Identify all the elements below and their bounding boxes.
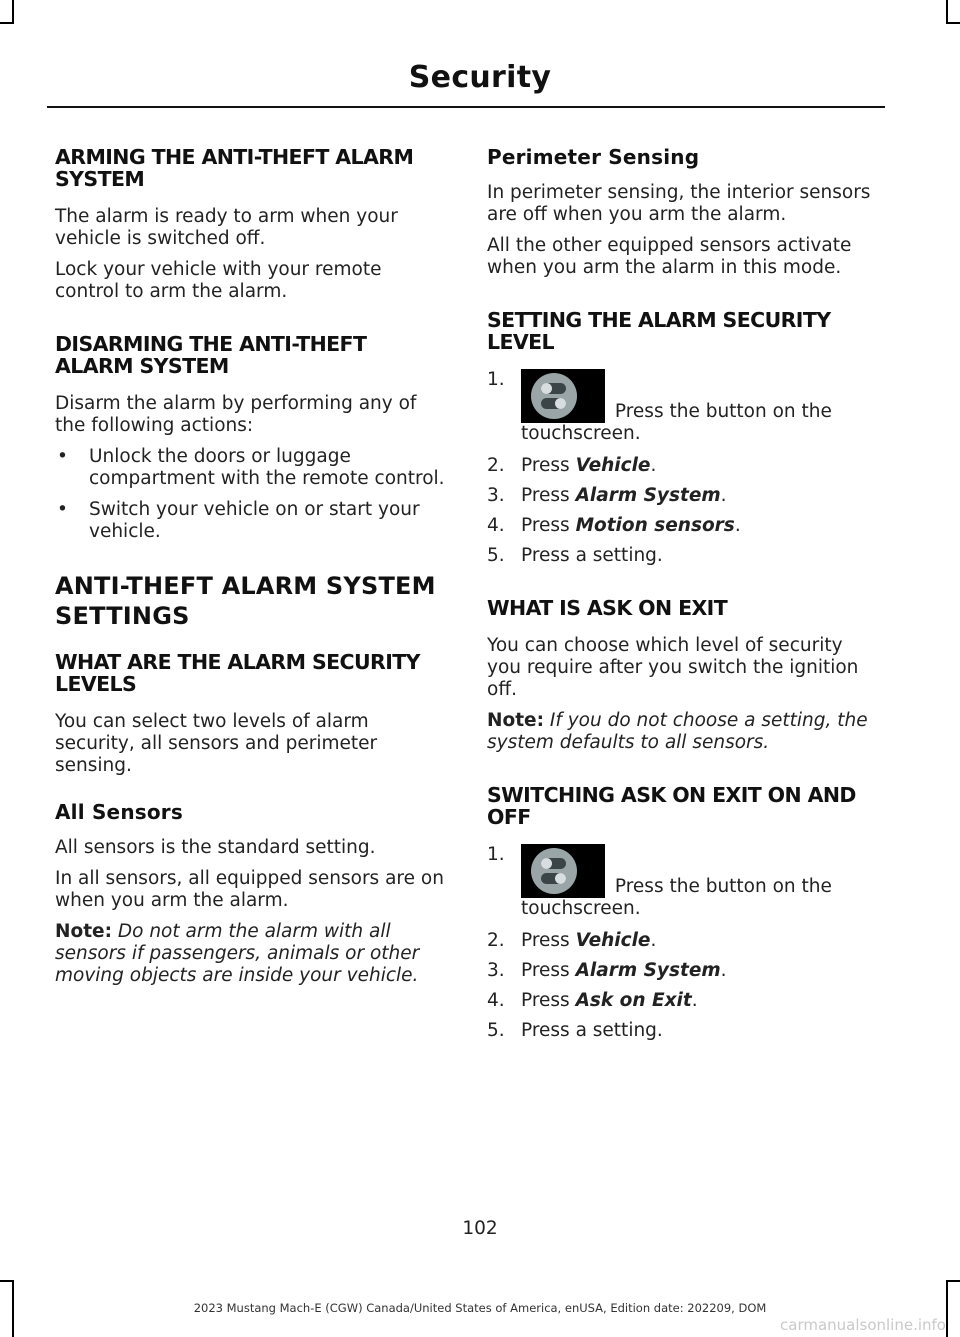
section-heading-switching: SWITCHING ASK ON EXIT ON AND OFF: [487, 783, 856, 829]
note-text: If you do not choose a setting, the system defaults to all sensors.: [487, 710, 868, 753]
crop-mark: [0, 1280, 14, 1282]
bullet-icon: •: [57, 499, 68, 520]
step-text: Press the button on the touchscreen.: [521, 401, 832, 444]
list-item: [487, 369, 882, 445]
crop-mark: [946, 0, 948, 22]
list-item-text: Unlock the doors or luggage compartment with the remote control.: [89, 446, 445, 489]
step-number: 2.: [487, 930, 505, 951]
steps-list: [487, 369, 882, 567]
step-emphasis: Vehicle: [575, 455, 651, 476]
list-item: [487, 844, 882, 920]
step-text: Press a setting.: [521, 545, 663, 566]
steps-list: [487, 844, 882, 1042]
paragraph: All sensors is the standard setting.: [55, 837, 376, 858]
section-heading-ask-on-exit: WHAT IS ASK ON EXIT: [487, 596, 728, 620]
settings-toggle-icon: [521, 369, 605, 423]
note-label: Note:: [55, 921, 112, 942]
step-punct: .: [734, 515, 741, 536]
step-punct: .: [650, 930, 657, 951]
list-item: [487, 930, 882, 952]
step-text: Press: [521, 990, 570, 1011]
header-divider: [47, 106, 885, 108]
step-number: 5.: [487, 1020, 505, 1041]
paragraph: The alarm is ready to arm when your vehicle is switched off.: [55, 206, 398, 249]
chapter-heading-line: SETTINGS: [55, 602, 190, 630]
step-number: 1.: [487, 369, 505, 390]
bullet-list: [55, 446, 450, 543]
step-emphasis: Alarm System: [575, 485, 721, 506]
note-text: Do not arm the alarm with all sensors if passengers, animals or other moving objects are inside your vehicle.: [55, 921, 420, 986]
list-item: [55, 446, 450, 490]
step-punct: .: [720, 485, 727, 506]
step-text: Press: [521, 515, 570, 536]
step-emphasis: Vehicle: [575, 930, 651, 951]
list-item: [487, 990, 882, 1012]
section-heading-arming: ARMING THE ANTI-THEFT ALARM SYSTEM: [55, 145, 414, 191]
subheading-perimeter: Perimeter Sensing: [487, 145, 700, 169]
bullet-icon: •: [57, 446, 68, 467]
step-emphasis: Ask on Exit: [575, 990, 692, 1011]
note: [55, 921, 450, 987]
step-text: Press: [521, 455, 570, 476]
page-title: Security: [408, 60, 552, 95]
step-number: 2.: [487, 455, 505, 476]
chapter-heading-line: ANTI-THEFT ALARM SYSTEM: [55, 572, 436, 600]
section-heading-disarming: DISARMING THE ANTI-THEFT ALARM SYSTEM: [55, 332, 367, 378]
paragraph: Disarm the alarm by performing any of the following actions:: [55, 393, 417, 436]
footer-edition: 2023 Mustang Mach-E (CGW) Canada/United States of America, enUSA, Edition date: 202209, DOM: [193, 1301, 767, 1315]
step-number: 5.: [487, 545, 505, 566]
list-item: [487, 545, 882, 567]
watermark: carmanualsonline.info: [780, 1316, 946, 1334]
page-number: 102: [462, 1218, 498, 1239]
list-item: [55, 499, 450, 543]
settings-toggle-icon: [521, 844, 605, 898]
step-punct: .: [691, 990, 698, 1011]
left-column: [55, 146, 450, 996]
note: [487, 710, 882, 754]
step-text: Press: [521, 960, 570, 981]
list-item-text: Switch your vehicle on or start your vehicle.: [89, 499, 420, 542]
step-text: Press a setting.: [521, 1020, 663, 1041]
crop-mark: [0, 22, 14, 24]
paragraph: All the other equipped sensors activate when you arm the alarm in this mode.: [487, 235, 852, 278]
step-emphasis: Alarm System: [575, 960, 721, 981]
paragraph: You can select two levels of alarm security, all sensors and perimeter sensing.: [55, 711, 378, 776]
list-item: [487, 485, 882, 507]
subheading-all-sensors: All Sensors: [55, 800, 183, 824]
section-heading-setting-level: SETTING THE ALARM SECURITY LEVEL: [487, 308, 831, 354]
paragraph: Lock your vehicle with your remote control to arm the alarm.: [55, 259, 382, 302]
crop-mark: [946, 22, 960, 24]
paragraph: In perimeter sensing, the interior sensors are off when you arm the alarm.: [487, 182, 871, 225]
chapter-heading-settings: [55, 571, 450, 631]
list-item: [487, 1020, 882, 1042]
crop-mark: [946, 1280, 960, 1282]
paragraph: You can choose which level of security you require after you switch the ignition off.: [487, 635, 859, 700]
step-emphasis: Motion sensors: [575, 515, 735, 536]
step-number: 3.: [487, 960, 505, 981]
step-punct: .: [650, 455, 657, 476]
step-text: Press: [521, 485, 570, 506]
note-label: Note:: [487, 710, 544, 731]
step-number: 3.: [487, 485, 505, 506]
list-item: [487, 515, 882, 537]
step-number: 4.: [487, 515, 505, 536]
step-punct: .: [720, 960, 727, 981]
list-item: [487, 455, 882, 477]
paragraph: In all sensors, all equipped sensors are on when you arm the alarm.: [55, 868, 444, 911]
step-text: Press the button on the touchscreen.: [521, 876, 832, 919]
step-text: Press: [521, 930, 570, 951]
step-number: 1.: [487, 844, 505, 865]
list-item: [487, 960, 882, 982]
crop-mark: [12, 0, 14, 22]
step-number: 4.: [487, 990, 505, 1011]
right-column: [487, 146, 882, 1072]
section-heading-levels: WHAT ARE THE ALARM SECURITY LEVELS: [55, 650, 420, 696]
